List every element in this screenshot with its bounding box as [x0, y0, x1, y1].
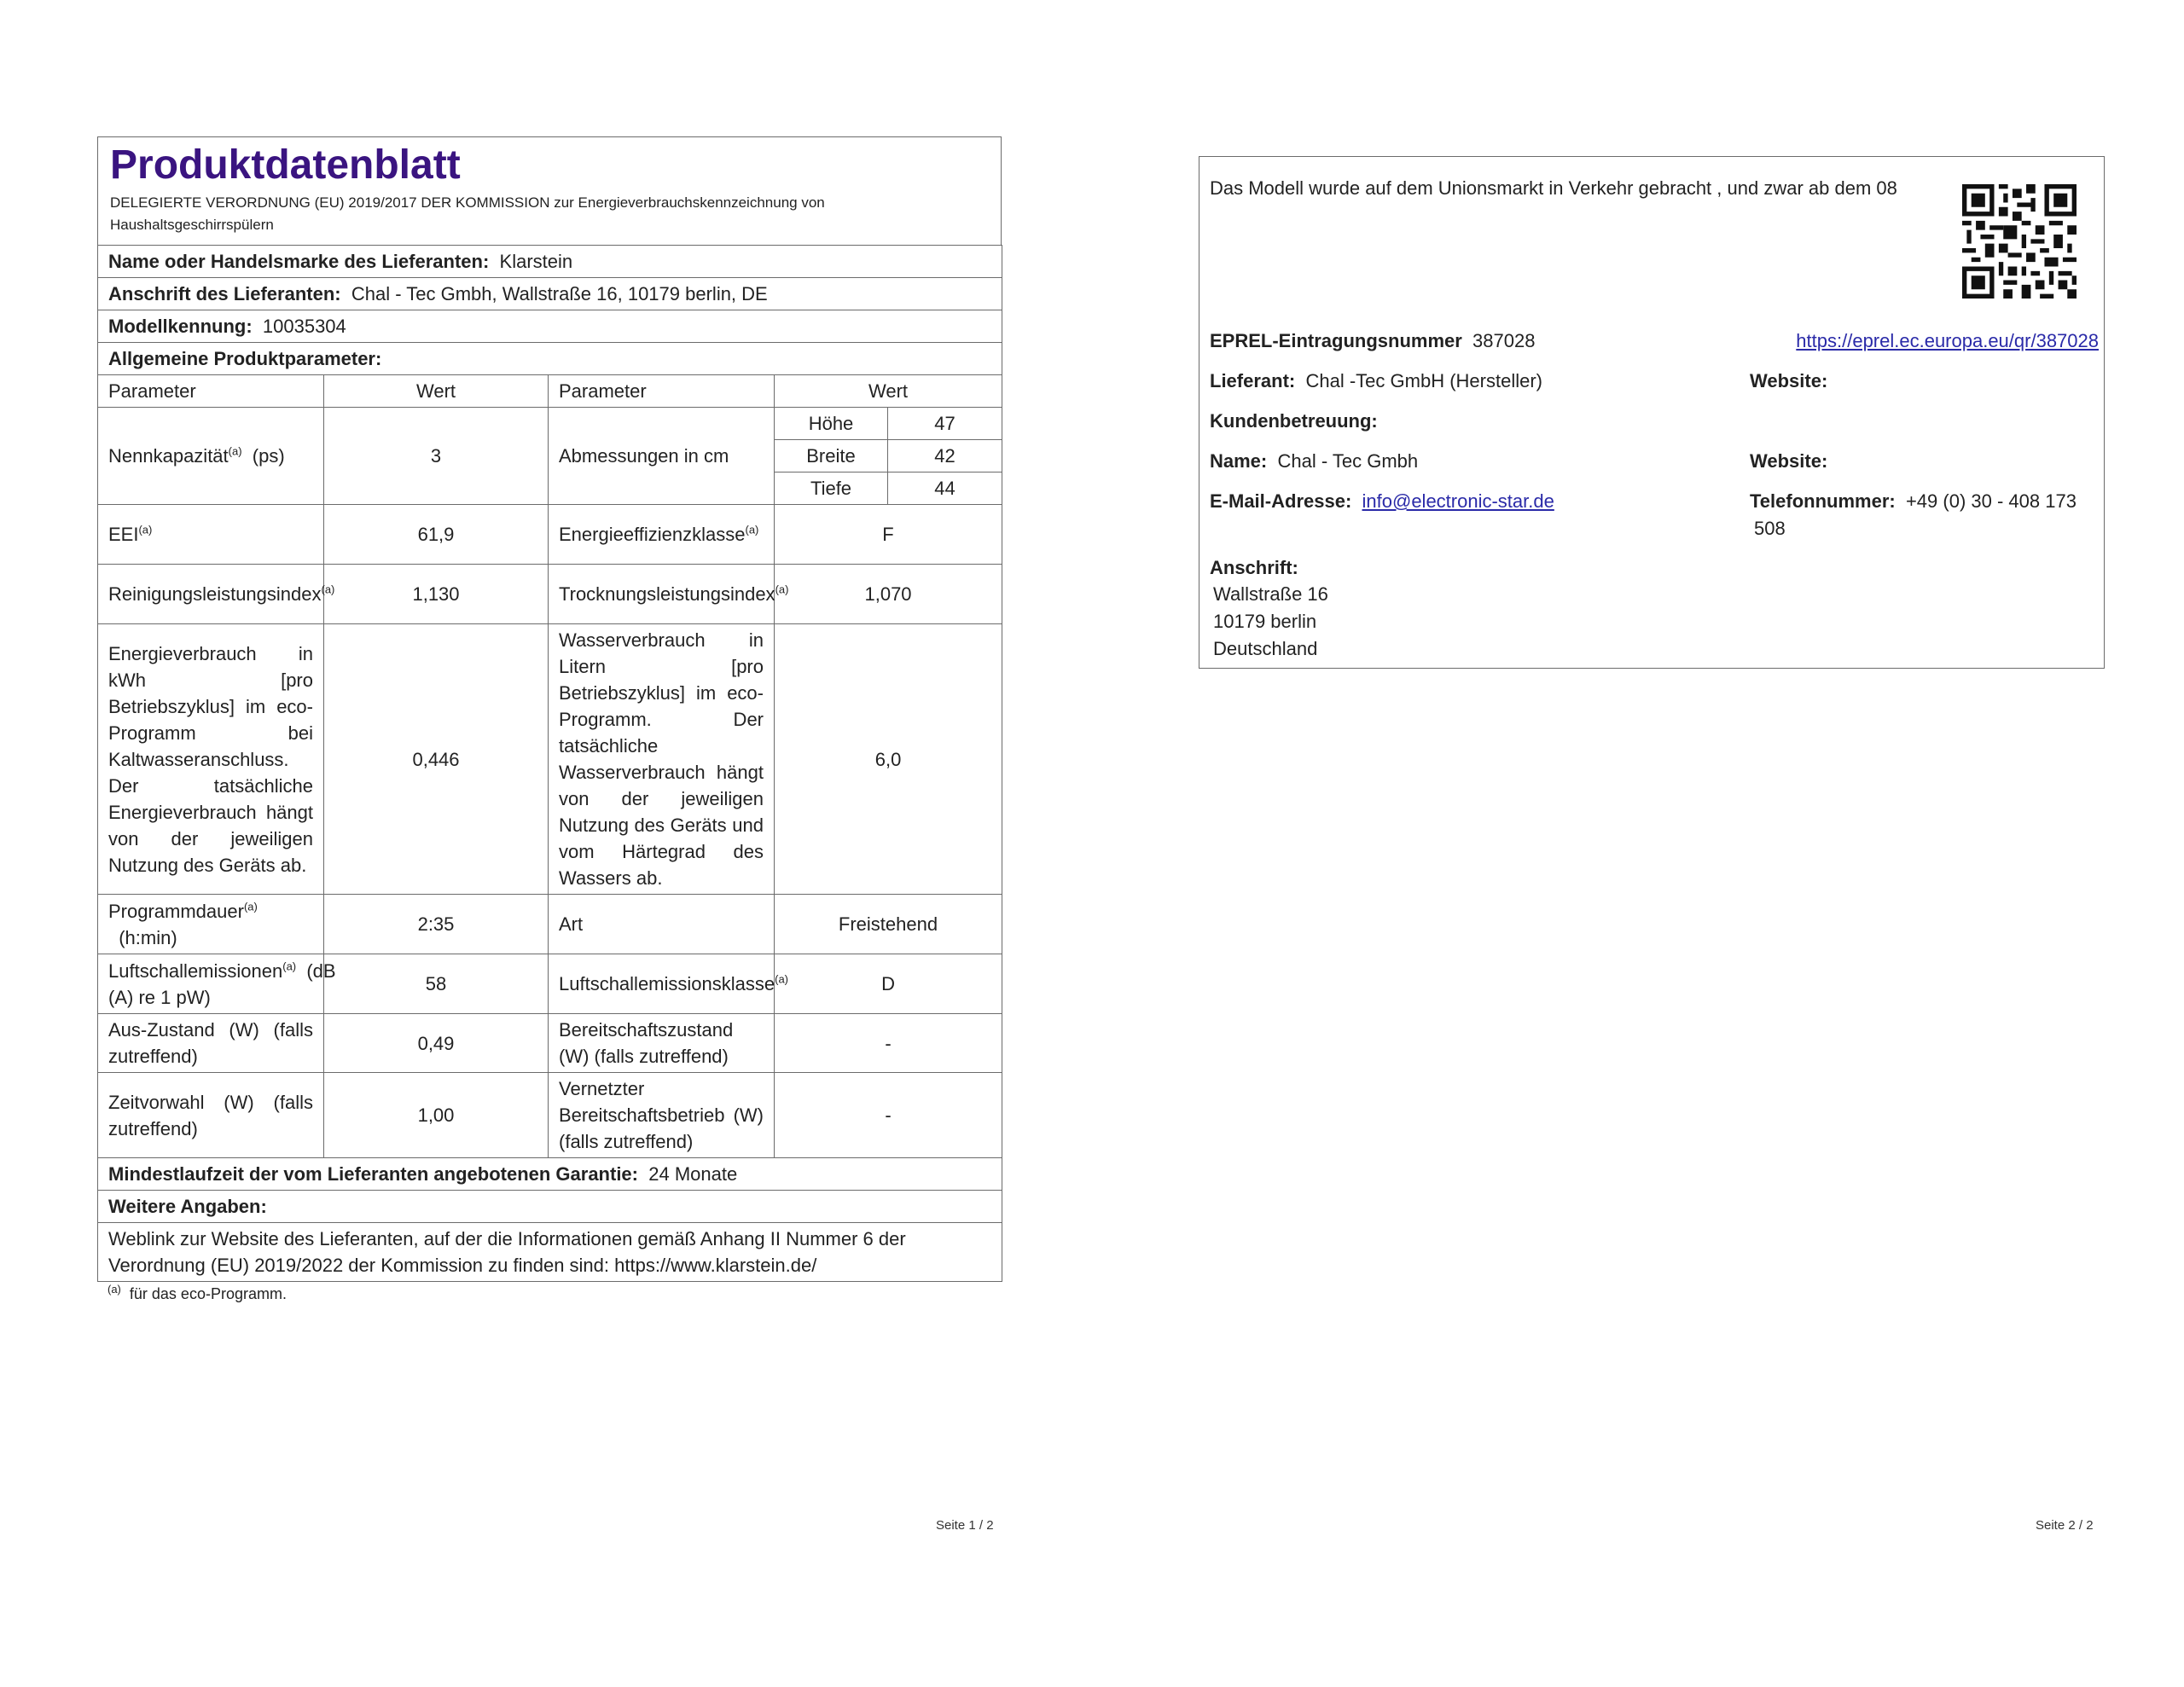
energy-label: Energieverbrauch in kWh [pro Betriebszyklus] im eco-Programm bei Kaltwasseranschluss. Der tatsächliche Energieverbrauch hängt von der jeweiligen Nutzung des Geräts ab. — [98, 624, 324, 895]
delay-row — [98, 1073, 1002, 1158]
address-label: Anschrift: — [1210, 557, 1298, 578]
warranty-value: 24 Monate — [648, 1163, 738, 1185]
name-value: Chal - Tec Gmbh — [1277, 450, 1419, 472]
height-label: Höhe — [775, 408, 888, 440]
col-header-value-1: Wert — [324, 375, 549, 408]
duration-row — [98, 895, 1002, 954]
drying-value: 1,070 — [775, 565, 1002, 624]
noise-label: Luftschallemissionen — [108, 959, 283, 982]
supplier-name-value: Klarstein — [499, 251, 573, 272]
water-label: Wasserverbrauch in Litern [pro Betriebszyklus] im eco-Programm. Der tatsächliche Wasserverbrauch hängt von der jeweiligen Nutzung des Geräts und vom Härtegrad des Wassers ab. — [549, 624, 775, 895]
weblink-row — [98, 1223, 1002, 1282]
capacity-row-1 — [98, 408, 1002, 440]
header-box — [97, 136, 1002, 245]
noise-row — [98, 954, 1002, 1014]
supplier-address-row — [98, 278, 1002, 310]
email-row — [1210, 488, 1554, 515]
capacity-unit: (ps) — [252, 445, 285, 467]
footnote-marker: (a) — [243, 900, 258, 913]
qr-code-icon — [1962, 184, 2077, 299]
supplier-name-label: Name oder Handelsmarke des Lieferanten: — [108, 251, 490, 272]
capacity-label-cell — [98, 408, 324, 505]
off-mode-row — [98, 1014, 1002, 1073]
cleaning-row — [98, 565, 1002, 624]
general-params-row — [98, 343, 1002, 375]
eff-class-value: F — [775, 505, 1002, 565]
network-value: - — [775, 1073, 1002, 1158]
footnote-marker: (a) — [775, 972, 788, 986]
depth-label: Tiefe — [775, 472, 888, 505]
eff-class-label-cell — [549, 505, 775, 565]
cleaning-value: 1,130 — [324, 565, 549, 624]
email-link[interactable]: info@electronic-star.de — [1362, 490, 1554, 512]
network-label: Vernetzter Bereitschaftsbetrieb (W) (falls zutreffend) — [549, 1073, 775, 1158]
warranty-row — [98, 1158, 1002, 1191]
footnote-marker: (a) — [282, 959, 297, 973]
duration-value: 2:35 — [324, 895, 549, 954]
type-value: Freistehend — [775, 895, 1002, 954]
off-value: 0,49 — [324, 1014, 549, 1073]
market-intro-text: Das Modell wurde auf dem Unionsmarkt in Verkehr gebracht , und zwar ab dem 08 — [1210, 177, 1897, 199]
further-label: Weitere Angaben: — [98, 1191, 1002, 1223]
footnote-marker: (a) — [138, 523, 153, 536]
eei-value: 61,9 — [324, 505, 549, 565]
eei-row — [98, 505, 1002, 565]
capacity-value: 3 — [324, 408, 549, 505]
drying-label: Trocknungsleistungsindex — [559, 583, 775, 605]
eff-class-label: Energieeffizienzklasse — [559, 524, 746, 545]
page-number-1: Seite 1 / 2 — [936, 1518, 994, 1533]
noise-class-value: D — [775, 954, 1002, 1014]
width-value: 42 — [888, 440, 1002, 472]
support-label: Kundenbetreuung: — [1210, 410, 1378, 432]
eei-label: EEI — [108, 524, 139, 545]
address-line-3: Deutschland — [1213, 638, 1318, 659]
eprel-link[interactable]: https://eprel.ec.europa.eu/qr/387028 — [1796, 330, 2099, 351]
website-label: Website: — [1750, 370, 1828, 391]
footnote-marker: (a) — [228, 444, 242, 458]
col-header-param-2: Parameter — [549, 375, 775, 408]
noise-value: 58 — [324, 954, 549, 1014]
width-label: Breite — [775, 440, 888, 472]
energy-value: 0,446 — [324, 624, 549, 895]
water-value: 6,0 — [775, 624, 1002, 895]
model-row — [98, 310, 1002, 343]
product-data-table — [97, 245, 1002, 1282]
supplier-address-value: Chal - Tec Gmbh, Wallstraße 16, 10179 berlin, DE — [351, 283, 768, 304]
website-label-2: Website: — [1750, 450, 1828, 472]
eprel-info-box — [1199, 156, 2105, 669]
supplier-value: Chal -Tec GmbH (Hersteller) — [1305, 370, 1542, 391]
delay-value: 1,00 — [324, 1073, 549, 1158]
model-value: 10035304 — [262, 316, 346, 337]
warranty-label: Mindestlaufzeit der vom Lieferanten angebotenen Garantie: — [108, 1163, 638, 1185]
off-label: Aus-Zustand (W) (falls zutreffend) — [98, 1014, 324, 1073]
phone-value-cont: 508 — [1754, 518, 1786, 539]
column-header-row — [98, 375, 1002, 408]
eei-label-cell — [98, 505, 324, 565]
footnote — [97, 1282, 1002, 1307]
phone-value: +49 (0) 30 - 408 173 — [1905, 490, 2077, 512]
supplier-address-label: Anschrift des Lieferanten: — [108, 283, 341, 304]
noise-class-label-cell — [549, 954, 788, 1014]
address-line-2: 10179 berlin — [1213, 611, 1317, 632]
phone-label: Telefonnummer: — [1750, 490, 1896, 512]
page-number-2: Seite 2 / 2 — [2036, 1518, 2094, 1533]
col-header-param-1: Parameter — [98, 375, 324, 408]
phone-row — [1750, 488, 2077, 515]
further-info-row — [98, 1191, 1002, 1223]
name-row — [1210, 448, 1418, 475]
footnote-marker: (a) — [745, 523, 759, 536]
footnote-text: für das eco-Programm. — [129, 1285, 287, 1302]
drying-label-cell — [549, 565, 789, 624]
email-label: E-Mail-Adresse: — [1210, 490, 1352, 512]
duration-label: Programmdauer — [108, 900, 244, 922]
model-label: Modellkennung: — [108, 316, 253, 337]
duration-unit: (h:min) — [119, 926, 177, 948]
eprel-value: 387028 — [1472, 330, 1536, 351]
page-2 — [1199, 156, 2103, 669]
duration-label-cell — [98, 895, 324, 954]
height-value: 47 — [888, 408, 1002, 440]
page-1 — [97, 136, 1002, 1307]
eprel-label: EPREL-Eintragungsnummer — [1210, 330, 1462, 351]
supplier-row — [1210, 368, 1542, 395]
supplier-label: Lieferant: — [1210, 370, 1296, 391]
cleaning-label-cell — [98, 565, 335, 624]
type-label: Art — [549, 895, 775, 954]
noise-unit: (dB (A) re 1 pW) — [108, 959, 336, 1008]
general-params-label: Allgemeine Produktparameter: — [98, 343, 1002, 375]
cleaning-label: Reinigungsleistungsindex — [108, 583, 322, 605]
footnote-marker: (a) — [775, 583, 789, 596]
standby-label: Bereitschaftszustand (W) (falls zutreffend) — [549, 1014, 775, 1073]
col-header-value-2: Wert — [775, 375, 1002, 408]
name-label: Name: — [1210, 450, 1268, 472]
noise-label-cell — [98, 954, 336, 1014]
weblink-text: Weblink zur Website des Lieferanten, auf der die Informationen gemäß Anhang II Nummer 6 der Verordnung (EU) 2019/2022 der Kommission zu finden sind: https://www.klarstein.de/ — [98, 1223, 1002, 1282]
depth-value: 44 — [888, 472, 1002, 505]
delay-label: Zeitvorwahl (W) (falls zutreffend) — [98, 1073, 324, 1158]
eprel-row — [1210, 328, 1535, 355]
regulation-subtitle: DELEGIERTE VERORDNUNG (EU) 2019/2017 DER KOMMISSION zur Energieverbrauchskennzeichnung von Haushaltsgeschirrspülern — [110, 194, 825, 233]
footnote-mark: (a) — [107, 1283, 121, 1296]
page-title: Produktdatenblatt — [110, 142, 461, 188]
address-line-1: Wallstraße 16 — [1213, 583, 1328, 605]
consumption-row — [98, 624, 1002, 895]
capacity-label: Nennkapazität — [108, 445, 229, 467]
footnote-marker: (a) — [321, 583, 335, 596]
noise-class-label: Luftschallemissionsklasse — [559, 973, 775, 994]
dimensions-label: Abmessungen in cm — [549, 408, 775, 505]
standby-value: - — [775, 1014, 1002, 1073]
supplier-name-row — [98, 246, 1002, 278]
